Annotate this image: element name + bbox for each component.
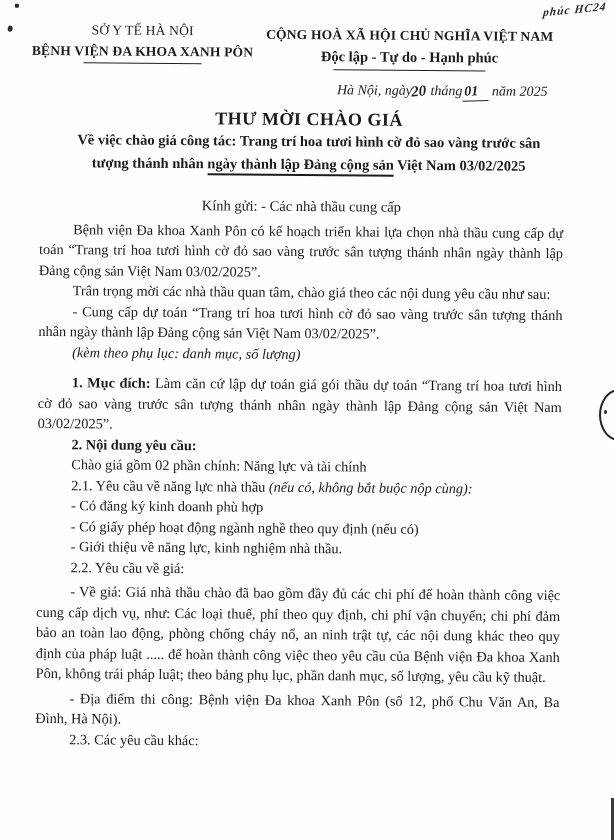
bullet-capability: - Giới thiệu về năng lực, kinh nghiệm nhà thầu.: [70, 539, 343, 558]
section-1-purpose: [38, 373, 562, 439]
motto-underline: [333, 69, 485, 71]
org-parent-name: SỞ Y TẾ HÀ NỘI: [91, 22, 194, 39]
paragraph-invitation: Trân trọng mời các nhà thầu quan tâm, chào giá theo các nội dung yêu cầu như sau:: [72, 283, 551, 303]
bullet-business-registration: - Có đăng ký kinh doanh phù hợp: [70, 498, 264, 516]
document-title: THƯ MỜI CHÀO GIÁ: [215, 108, 404, 130]
bullet-supply-estimate: - Cung cấp dự toán “Trang trí hoa tươi hình cờ đỏ sao vàng trước sân tượng thánh nhân ngày thành lập Đảng cộng sản Việt Nam 03/02/2025”.: [38, 303, 563, 343]
paragraph-plan: Bệnh viện Đa khoa Xanh Pôn có kế hoạch triển khai lựa chọn nhà thầu cung cấp dự toán “Trang trí hoa tươi hình cờ đỏ sao vàng trước sân tượng thánh nhân ngày thành lập Đảng cộng sản Việt Nam 03/02/2025”.: [38, 221, 564, 281]
bullet-construction-location: - Địa điểm thi công: Bệnh viện Đa khoa Xanh Pôn (số 12, phố Chu Văn An, Ba Đình, Hà Nội).: [35, 690, 560, 728]
date-line: [292, 82, 592, 102]
attachment-note: (kèm theo phụ lục: danh mục, số lượng): [72, 344, 301, 363]
national-motto-line2: Độc lập - Tự do - Hạnh phúc: [320, 49, 499, 67]
section-2-2-heading: 2.2. Yêu cầu về giá:: [70, 559, 185, 577]
subtitle-line2-post: Việt Nam 03/02/2025: [393, 157, 526, 175]
header-left: [18, 22, 266, 65]
bullet-license: - Có giấy phép hoạt động ngành nghề theo quy định (nếu có): [70, 518, 419, 538]
section-1-label: 1. Mục đích:: [71, 375, 151, 392]
salutation: Kính gửi: - Các nhà thầu cung cấp: [201, 198, 401, 216]
subtitle-line2-pre: tượng thánh nhân: [91, 154, 208, 172]
org-name-underline: [83, 62, 201, 64]
subtitle-line2-underlined: ngày thành lập Đảng cộng sản: [207, 156, 394, 176]
bullet-price-requirements: - Về giá: Giá nhà thầu chào đã bao gồm đầy đủ các chi phí để hoàn thành công việc cung cấp dịch vụ, như: Các loại thuế, phí theo quy định, chi phí vận chuyển; chi phí đảm bảo an toàn lao động, phòng chống cháy nổ, an ninh trật tự, các nội dung khác theo quy định của pháp luật ..... để hoàn thành công việc theo yêu cầu của Bệnh viện Đa khoa Xanh Pôn, không trái pháp luật; theo bảng phụ lục, phần danh mục, số lượng, yêu cầu kỹ thuật.: [35, 584, 561, 686]
handwritten-note: phúc HC24: [542, 0, 608, 20]
header-right: [250, 27, 568, 72]
date-middle: tháng: [430, 84, 463, 100]
document-subtitle: [38, 129, 580, 178]
section-2-1-note: (nếu có, không bắt buộc nộp cùng):: [268, 479, 473, 497]
section-2-heading: 2. Nội dung yêu cầu:: [71, 436, 197, 454]
subtitle-line2: [38, 151, 580, 178]
section-2-intro: Chào giá gồm 02 phần chính: Năng lực và tài chính: [71, 457, 367, 476]
section-1-text: Làm căn cứ lập dự toán giá gói thầu dự toán “Trang trí hoa tươi hình cờ đỏ sao vàng trước sân tượng thánh nhân ngày thành lập Đảng cộng sản Việt Nam 03/02/2025”.: [37, 375, 563, 433]
scan-speck: [15, 4, 19, 8]
section-2-3-heading: 2.3. Các yêu cầu khác:: [69, 731, 199, 749]
handwritten-day: 20: [410, 83, 427, 101]
document-body: [35, 195, 563, 754]
edge-circle-dot: [604, 410, 607, 414]
scan-speck: [7, 25, 14, 32]
handwritten-month: 01: [462, 84, 488, 102]
subtitle-line1: Về việc chào giá công tác: Trang trí hoa tươi hình cờ đỏ sao vàng trước sân: [77, 132, 541, 152]
national-motto-line1: CỘNG HOÀ XÃ HỘI CHỦ NGHĨA VIỆT NAM: [266, 26, 554, 44]
section-2-1-text: 2.1. Yêu cầu về năng lực nhà thầu: [71, 477, 270, 496]
date-suffix: năm 2025: [491, 84, 548, 100]
org-name: BỆNH VIỆN ĐA KHOA XANH PÔN: [31, 42, 254, 60]
date-prefix: Hà Nội, ngày: [336, 83, 413, 99]
